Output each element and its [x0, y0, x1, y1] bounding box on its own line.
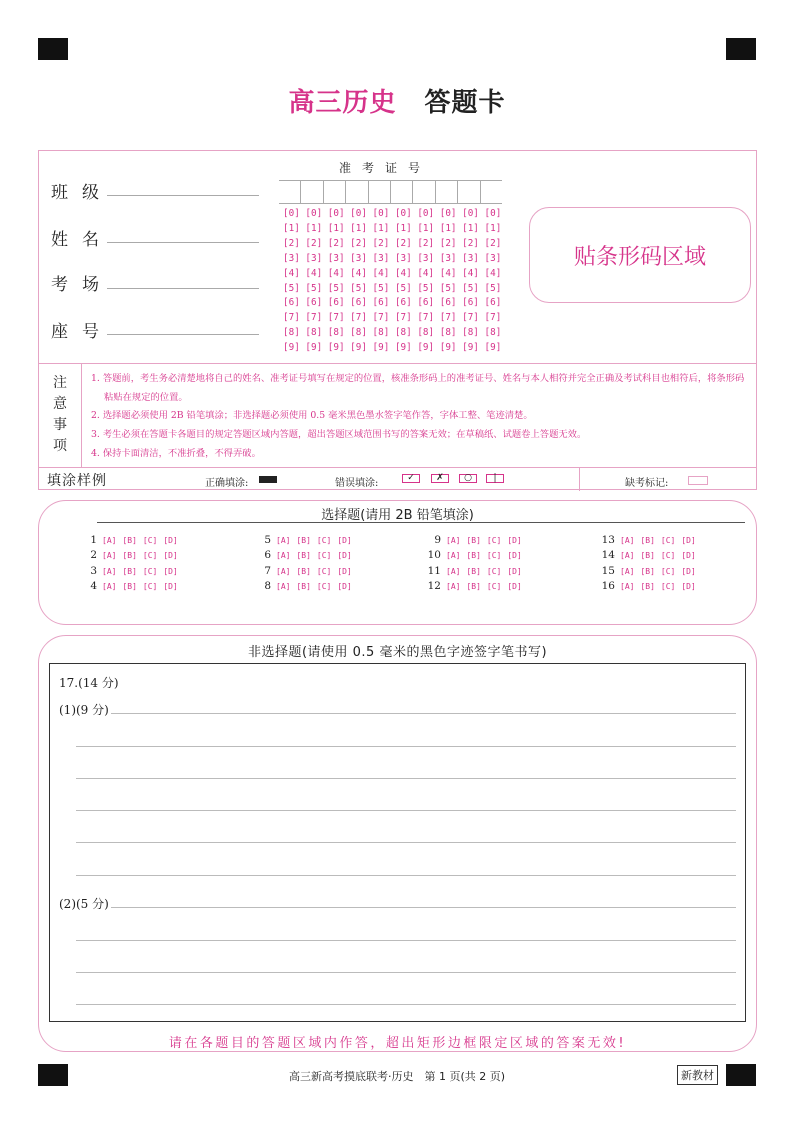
mc-option-bubble[interactable]: [D] — [681, 566, 696, 576]
mc-option-bubble[interactable]: [C] — [486, 566, 502, 576]
notes-label: 注 意 事 项 — [39, 363, 82, 467]
answer-line[interactable] — [76, 972, 736, 973]
mc-option-bubble[interactable]: [C] — [142, 566, 158, 576]
answer-line[interactable] — [76, 875, 736, 876]
question-label: 17.(14 分) — [59, 676, 119, 690]
mc-option-bubble[interactable]: [B] — [640, 551, 655, 561]
mc-question-number: 10 — [427, 549, 441, 562]
mc-option-bubble[interactable]: [C] — [486, 536, 502, 545]
correct-fill-swatch — [259, 476, 277, 483]
mc-option-bubble[interactable]: [C] — [486, 582, 502, 592]
mc-option-bubble[interactable]: [A] — [446, 566, 461, 576]
footer-text: 高三新高考摸底联考·历史 第 1 页(共 2 页) — [288, 1070, 506, 1083]
mc-option-bubble[interactable]: [A] — [276, 536, 291, 545]
note-item: 1. 答题前，考生务必清楚地将自己的姓名、准考证号填写在规定的位置，核准条形码上的准考证号、姓名与本人相符并完全正确及考试科目也相符后，将条形码粘贴在规定的位置。 — [91, 373, 745, 403]
divider — [97, 522, 745, 523]
mc-option-bubble[interactable]: [B] — [640, 582, 655, 592]
answer-line[interactable] — [76, 940, 736, 941]
bubble-row[interactable]: [8] [8] [8] [8] [8] [8] [8] [8] [8] [8] — [283, 327, 502, 339]
exam-number-title: 准考证号 — [339, 161, 432, 175]
exam-number-boxes[interactable] — [279, 180, 502, 204]
mc-option-bubble[interactable]: [D] — [507, 551, 522, 561]
field-name-label: 姓名 — [51, 230, 113, 250]
answer-area-warning: 请在各题目的答题区域内作答，超出矩形边框限定区域的答案无效! — [168, 1036, 627, 1051]
mc-option-bubble[interactable]: [B] — [640, 536, 655, 545]
mc-column — [82, 533, 184, 595]
mc-question-number: 8 — [264, 580, 271, 593]
mc-option-bubble[interactable]: [D] — [337, 566, 352, 576]
mc-column — [256, 533, 358, 595]
answer-line[interactable] — [76, 810, 736, 811]
mc-option-bubble[interactable]: [C] — [660, 536, 676, 545]
bubble-row[interactable]: [2] [2] [2] [2] [2] [2] [2] [2] [2] [2] — [283, 237, 502, 249]
mc-option-bubble[interactable]: [B] — [122, 536, 137, 545]
info-section — [38, 150, 757, 490]
answer-line[interactable] — [105, 907, 736, 908]
mc-question-number: 7 — [264, 564, 271, 577]
bubble-row[interactable]: [1] [1] [1] [1] [1] [1] [1] [1] [1] [1] — [283, 222, 502, 234]
part-label: (2)(5 分) — [59, 897, 109, 911]
mc-option-bubble[interactable]: [C] — [142, 536, 158, 545]
mc-option-bubble[interactable]: [A] — [276, 582, 291, 592]
mc-question-number: 2 — [90, 549, 97, 562]
wrong-fill-line: | — [486, 474, 504, 483]
mc-option-bubble[interactable]: [A] — [620, 582, 635, 592]
note-item: 4. 保持卡面清洁，不准折叠，不得弄破。 — [91, 447, 261, 459]
title-card: 答题卡 — [424, 88, 506, 118]
mc-question-number: 14 — [601, 549, 615, 562]
absent-mark-box[interactable] — [688, 476, 708, 485]
mc-question-number: 5 — [264, 534, 271, 546]
divider — [39, 363, 756, 364]
wrong-fill-check: ✓ — [402, 474, 420, 483]
mc-question-number: 3 — [90, 564, 97, 577]
registration-mark-top-left — [38, 38, 68, 60]
mc-question-number: 16 — [601, 580, 615, 593]
mc-option-bubble[interactable]: [D] — [163, 536, 178, 545]
barcode-area: 贴条形码区域 — [529, 207, 751, 303]
footer-badge: 新教材 — [677, 1065, 718, 1085]
mc-question-number: 15 — [601, 564, 615, 577]
mc-option-bubble[interactable]: [C] — [316, 536, 332, 545]
mc-question-number: 13 — [601, 534, 615, 546]
mc-option-bubble[interactable]: [D] — [163, 566, 178, 576]
mc-option-bubble[interactable]: [D] — [337, 536, 352, 545]
mc-option-bubble[interactable]: [D] — [681, 551, 696, 561]
mc-question-number: 11 — [427, 564, 441, 577]
mc-question-row — [600, 533, 702, 548]
fill-example-label: 填涂样例 — [47, 473, 107, 489]
wrong-fill-label: 错误填涂: — [335, 478, 379, 489]
mc-question-number: 6 — [264, 549, 271, 562]
bubble-row[interactable]: [4] [4] [4] [4] [4] [4] [4] [4] [4] [4] — [283, 267, 502, 279]
exam-number-bubbles[interactable] — [283, 207, 501, 356]
mc-option-bubble[interactable]: [A] — [620, 536, 635, 545]
bubble-row[interactable]: [0] [0] [0] [0] [0] [0] [0] [0] [0] [0] — [283, 208, 502, 219]
field-room-input[interactable] — [107, 288, 259, 289]
mc-question-row — [600, 548, 702, 563]
mc-question-row — [82, 564, 184, 579]
mc-option-bubble[interactable]: [A] — [276, 551, 291, 561]
mc-option-bubble[interactable]: [A] — [102, 551, 117, 561]
mc-option-bubble[interactable]: [C] — [660, 582, 676, 592]
mc-option-bubble[interactable]: [C] — [316, 582, 332, 592]
mc-question-number: 4 — [90, 580, 97, 593]
mc-question-row — [256, 533, 358, 548]
mc-question-number: 12 — [427, 580, 441, 593]
mc-option-bubble[interactable]: [C] — [486, 551, 502, 561]
mc-column — [600, 533, 702, 595]
notes-list — [91, 370, 751, 464]
mc-option-bubble[interactable]: [D] — [163, 582, 178, 592]
wrong-fill-circle: ○ — [459, 474, 477, 483]
mc-column — [426, 533, 528, 595]
mc-option-bubble[interactable]: [C] — [316, 566, 332, 576]
mc-option-bubble[interactable]: [C] — [660, 566, 676, 576]
mc-question-number: 1 — [90, 534, 97, 546]
mc-question-row — [426, 579, 528, 594]
bubble-row[interactable]: [3] [3] [3] [3] [3] [3] [3] [3] [3] [3] — [283, 252, 502, 264]
mc-option-bubble[interactable]: [A] — [276, 566, 291, 576]
note-item: 3. 考生必须在答题卡各题目的规定答题区域内答题，超出答题区域范围书写的答案无效；在草稿纸、试题卷上答题无效。 — [91, 429, 587, 441]
mc-option-bubble[interactable]: [B] — [466, 551, 481, 561]
answer-line[interactable] — [105, 713, 736, 714]
answer-frame[interactable] — [49, 663, 746, 1022]
mc-question-row — [600, 579, 702, 594]
correct-fill-label: 正确填涂: — [205, 478, 249, 489]
multiple-choice-section — [38, 500, 757, 625]
title-subject: 高三历史 — [288, 88, 397, 118]
mc-option-bubble[interactable]: [C] — [316, 551, 332, 561]
answer-line[interactable] — [76, 1004, 736, 1005]
divider — [579, 467, 580, 491]
mc-question-row — [256, 548, 358, 563]
mc-option-bubble[interactable]: [D] — [507, 566, 522, 576]
mc-option-bubble[interactable]: [B] — [466, 566, 481, 576]
registration-mark-top-right — [726, 38, 756, 60]
mc-option-bubble[interactable]: [B] — [466, 536, 481, 545]
answer-line[interactable] — [76, 778, 736, 779]
mc-option-bubble[interactable]: [D] — [337, 582, 352, 592]
mc-option-bubble[interactable]: [A] — [446, 582, 461, 592]
field-name-input[interactable] — [107, 242, 259, 243]
field-class-input[interactable] — [107, 195, 259, 196]
note-item: 2. 选择题必须使用 2B 铅笔填涂；非选择题必须使用 0.5 毫米黑色墨水签字笔作答，字体工整、笔迹清楚。 — [91, 410, 533, 422]
mc-option-bubble[interactable]: [D] — [507, 582, 522, 592]
mc-question-row — [256, 579, 358, 594]
non-choice-title: 非选择题(请使用 0.5 毫米的黑色字迹签字笔书写) — [247, 645, 548, 660]
divider — [39, 467, 756, 468]
mc-option-bubble[interactable]: [B] — [122, 582, 137, 592]
field-seat-label: 座号 — [51, 322, 113, 342]
mc-option-bubble[interactable]: [A] — [102, 566, 117, 576]
mc-option-bubble[interactable]: [D] — [337, 551, 352, 561]
non-choice-section — [38, 635, 757, 1052]
mc-option-bubble[interactable]: [B] — [296, 551, 311, 561]
mc-question-row — [82, 533, 184, 548]
bubble-row[interactable]: [6] [6] [6] [6] [6] [6] [6] [6] [6] [6] — [283, 297, 502, 309]
mc-option-bubble[interactable]: [D] — [507, 536, 522, 545]
mc-question-row — [82, 548, 184, 563]
part-label: (1)(9 分) — [59, 703, 109, 717]
mc-question-row — [426, 548, 528, 563]
mc-option-bubble[interactable]: [C] — [142, 551, 158, 561]
mc-option-bubble[interactable]: [A] — [102, 582, 117, 592]
page-title — [0, 82, 794, 119]
absent-mark-label: 缺考标记: — [625, 478, 669, 489]
mc-question-row — [600, 564, 702, 579]
mc-option-bubble[interactable]: [D] — [163, 551, 178, 561]
mc-option-bubble[interactable]: [A] — [446, 551, 461, 561]
mc-question-row — [82, 579, 184, 594]
answer-line[interactable] — [76, 842, 736, 843]
mc-question-row — [426, 533, 528, 548]
mc-option-bubble[interactable]: [A] — [102, 536, 117, 545]
field-seat-input[interactable] — [107, 334, 259, 335]
field-room-label: 考场 — [51, 275, 113, 295]
mc-question-number: 9 — [434, 534, 441, 546]
bubble-row[interactable]: [5] [5] [5] [5] [5] [5] [5] [5] [5] [5] — [283, 282, 502, 294]
mc-option-bubble[interactable]: [B] — [296, 536, 311, 545]
mc-option-bubble[interactable]: [A] — [620, 551, 635, 561]
wrong-fill-cross: ✗ — [431, 474, 449, 483]
mc-option-bubble[interactable]: [D] — [681, 582, 696, 592]
bubble-row[interactable]: [7] [7] [7] [7] [7] [7] [7] [7] [7] [7] — [283, 312, 502, 324]
answer-line[interactable] — [76, 746, 736, 747]
mc-question-row — [426, 564, 528, 579]
mc-option-bubble[interactable]: [C] — [660, 551, 676, 561]
mc-option-bubble[interactable]: [B] — [640, 566, 655, 576]
mc-question-row — [256, 564, 358, 579]
mc-option-bubble[interactable]: [D] — [681, 536, 696, 545]
mc-option-bubble[interactable]: [B] — [296, 582, 311, 592]
mc-option-bubble[interactable]: [A] — [620, 566, 635, 576]
multiple-choice-title: 选择题(请用 2B 铅笔填涂) — [321, 508, 474, 523]
mc-option-bubble[interactable]: [B] — [296, 566, 311, 576]
mc-option-bubble[interactable]: [B] — [122, 566, 137, 576]
mc-option-bubble[interactable]: [B] — [122, 551, 137, 561]
field-class-label: 班级 — [51, 183, 113, 203]
bubble-row[interactable]: [9] [9] [9] [9] [9] [9] [9] [9] [9] [9] — [283, 342, 502, 354]
mc-option-bubble[interactable]: [C] — [142, 582, 158, 592]
mc-option-bubble[interactable]: [B] — [466, 582, 481, 592]
mc-option-bubble[interactable]: [A] — [446, 536, 461, 545]
